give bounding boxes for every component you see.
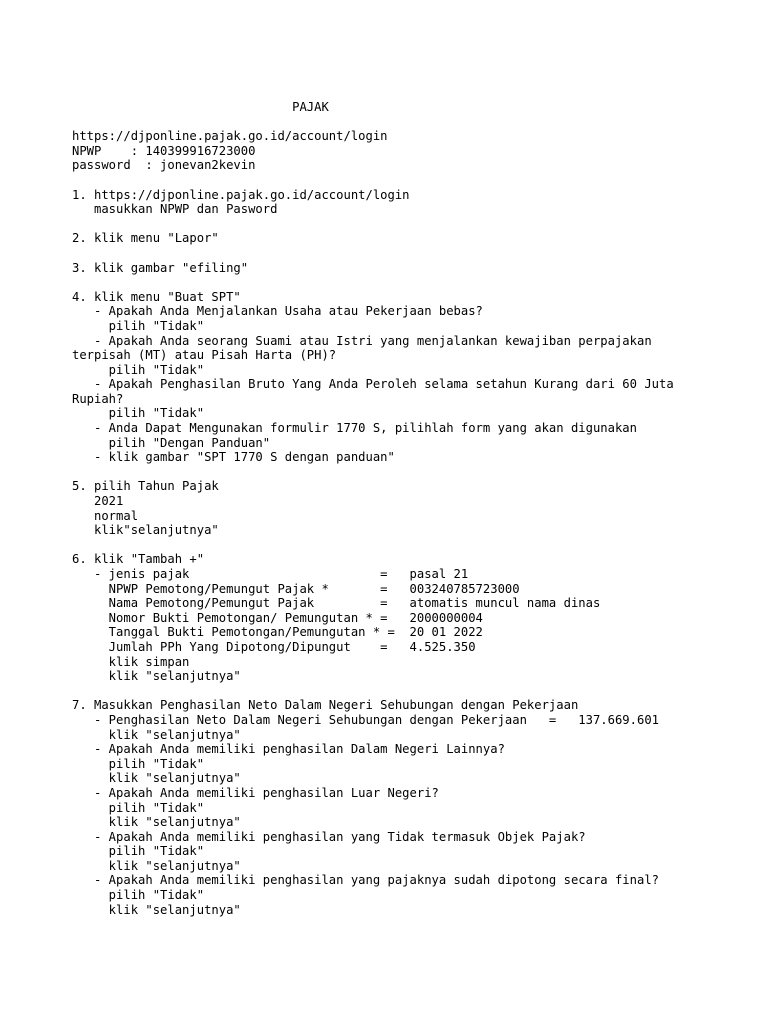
document-line: - klik gambar "SPT 1770 S dengan panduan" xyxy=(72,450,395,465)
document-line: pilih "Tidak" xyxy=(72,406,205,421)
document-line: pilih "Tidak" xyxy=(72,888,205,903)
document-line xyxy=(72,246,762,261)
document-line: klik "selanjutnya" xyxy=(72,727,241,742)
document-line: - Apakah Anda memiliki penghasilan yang Tidak termasuk Objek Pajak? xyxy=(72,829,586,844)
document-line: 6. klik "Tambah +" xyxy=(72,552,205,567)
document-line: pilih "Dengan Panduan" xyxy=(72,435,271,450)
document-line: - Apakah Anda Menjalankan Usaha atau Pekerjaan bebas? xyxy=(72,304,483,319)
document-line: Nomor Bukti Pemotongan/ Pemungutan * = 2000000004 xyxy=(72,610,483,625)
document-line: pilih "Tidak" xyxy=(72,318,205,333)
document-line: Rupiah? xyxy=(72,391,124,406)
document-line: https://djponline.pajak.go.id/account/login xyxy=(72,129,388,144)
document-line: NPWP : 140399916723000 xyxy=(72,143,256,158)
document-line xyxy=(72,217,762,232)
document-line xyxy=(72,275,762,290)
document-line: 2021 xyxy=(72,494,124,509)
document-line xyxy=(72,465,762,480)
document-line: - Apakah Anda memiliki penghasilan Luar Negeri? xyxy=(72,785,439,800)
document-line xyxy=(72,538,762,553)
document-line xyxy=(72,684,762,699)
document-line: 2. klik menu "Lapor" xyxy=(72,231,219,246)
document-line: 3. klik gambar "efiling" xyxy=(72,260,249,275)
document-line: klik "selanjutnya" xyxy=(72,815,241,830)
document-line xyxy=(72,115,762,130)
document-title: PAJAK xyxy=(72,100,329,114)
document-line: klik "selanjutnya" xyxy=(72,669,241,684)
document-line: pilih "Tidak" xyxy=(72,362,205,377)
document-line: Jumlah PPh Yang Dipotong/Dipungut = 4.525.350 xyxy=(72,639,476,654)
document-line: 4. klik menu "Buat SPT" xyxy=(72,289,241,304)
document-line: - jenis pajak = pasal 21 xyxy=(72,567,469,581)
document-line: - Penghasilan Neto Dalam Negeri Sehubungan dengan Pekerjaan = 137.669.601 xyxy=(72,712,659,727)
document-line: masukkan NPWP dan Pasword xyxy=(72,202,278,217)
document-text xyxy=(72,100,762,917)
document-line: - Anda Dapat Mengunakan formulir 1770 S, pilihlah form yang akan digunakan xyxy=(72,421,637,436)
document-line: NPWP Pemotong/Pemungut Pajak * = 003240785723000 xyxy=(72,581,520,596)
document-line: - Apakah Penghasilan Bruto Yang Anda Peroleh selama setahun Kurang dari 60 Juta xyxy=(72,377,674,392)
document-line: normal xyxy=(72,508,139,523)
document-line: klik "selanjutnya" xyxy=(72,902,241,917)
document-line: klik simpan xyxy=(72,654,190,669)
document-line: - Apakah Anda memiliki penghasilan yang pajaknya sudah dipotong secara final? xyxy=(72,873,659,888)
document-line: - Apakah Anda seorang Suami atau Istri yang menjalankan kewajiban perpajakan xyxy=(72,333,652,348)
document-line xyxy=(72,173,762,188)
document-line: klik"selanjutnya" xyxy=(72,523,219,538)
document-line: pilih "Tidak" xyxy=(72,756,205,771)
document-line: password : jonevan2kevin xyxy=(72,158,256,173)
document-line: terpisah (MT) atau Pisah Harta (PH)? xyxy=(72,348,337,363)
document-line: Tanggal Bukti Pemotongan/Pemungutan * = 20 01 2022 xyxy=(72,625,483,640)
document-line: 5. pilih Tahun Pajak xyxy=(72,479,219,494)
document-line: klik "selanjutnya" xyxy=(72,858,241,873)
document-line: pilih "Tidak" xyxy=(72,844,205,859)
document-line: 1. https://djponline.pajak.go.id/account/login xyxy=(72,187,410,202)
document-line: Nama Pemotong/Pemungut Pajak = atomatis muncul nama dinas xyxy=(72,596,601,611)
document-line: pilih "Tidak" xyxy=(72,800,205,815)
document-line: 7. Masukkan Penghasilan Neto Dalam Negeri Sehubungan dengan Pekerjaan xyxy=(72,698,579,713)
document-line: klik "selanjutnya" xyxy=(72,771,241,786)
document-line: - Apakah Anda memiliki penghasilan Dalam Negeri Lainnya? xyxy=(72,742,505,757)
